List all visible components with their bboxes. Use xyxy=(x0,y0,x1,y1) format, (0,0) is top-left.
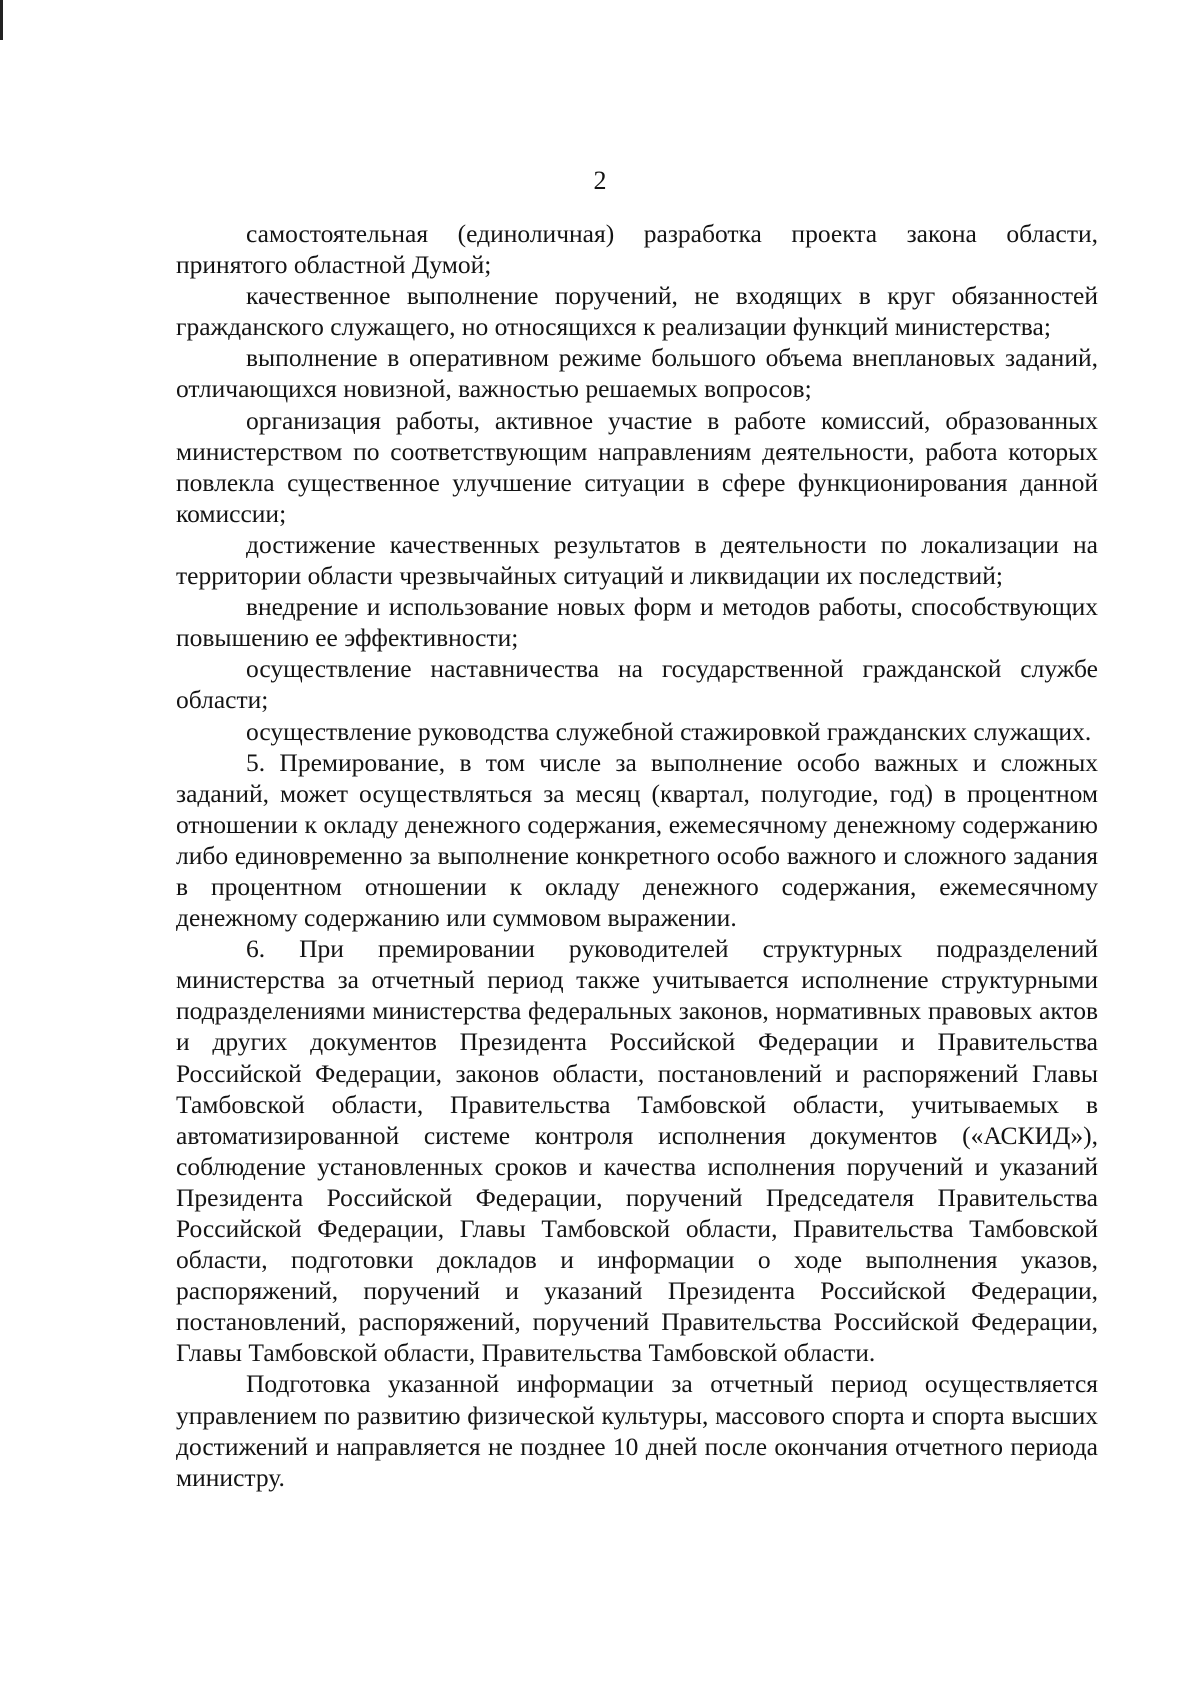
paragraph-information-preparation: Подготовка указанной информации за отчетный период осуществляется управлением по развитию физической культуры, массового спорта и спорта высших достижений и направляется не позднее 10 дней после окончания отчетного периода министру. xyxy=(176,1369,1098,1492)
paragraph-emergency-results: достижение качественных результатов в деятельности по локализации на территории области чрезвычайных ситуаций и ликвидации их последствий; xyxy=(176,529,1098,591)
paragraph-mentorship: осуществление наставничества на государственной гражданской службе области; xyxy=(176,654,1098,715)
paragraph-item-6-heads-bonuses: 6. При премировании руководителей структурных подразделений министерства за отчетный период также учитывается исполнение структурными подразделениями министерства федеральных законов, нормативных правовых актов и других документов Президента Российской Федерации и Правительства Российской Федерации, законов области, постановлений и распоряжений Главы Тамбовской области, Правительства Тамбовской области, учитываемых в автоматизированной системе контроля исполнения документов («АСКИД»), соблюдение установленных сроков и качества исполнения поручений и указаний Президента Российской Федерации, поручений Председателя Правительства Российской Федерации, Главы Тамбовской области, Правительства Тамбовской области, подготовки докладов и информации о ходе выполнения указов, распоряжений, поручений и указаний Президента Российской Федерации, постановлений, распоряжений, поручений Правительства Российской Федерации, Главы Тамбовской области, Правительства Тамбовской области. xyxy=(176,934,1098,1368)
paragraph-new-methods: внедрение и использование новых форм и методов работы, способствующих повышению ее эффективности; xyxy=(176,592,1098,653)
paragraph-law-draft: самостоятельная (единоличная) разработка проекта закона области, принятого областной Думой; xyxy=(176,219,1098,280)
page-number: 2 xyxy=(593,166,607,195)
paragraph-unplanned-tasks: выполнение в оперативном режиме большого объема внеплановых заданий, отличающихся новизной, важностью решаемых вопросов; xyxy=(176,343,1098,404)
paragraph-commissions-work: организация работы, активное участие в работе комиссий, образованных министерством по соответствующим направлениям деятельности, работа которых повлекла существенное улучшение ситуации в сфере функционирования данной комиссии; xyxy=(176,405,1098,528)
paragraph-internship-supervision: осуществление руководства служебной стажировкой гражданских служащих. xyxy=(246,716,1092,746)
paragraph-item-5-bonuses: 5. Премирование, в том числе за выполнение особо важных и сложных заданий, может осуществляться за месяц (квартал, полугодие, год) в процентном отношении к окладу денежного содержания, ежемесячному денежному содержанию либо единовременно за выполнение конкретного особо важного и сложного задания в процентном отношении к окладу денежного содержания, ежемесячному денежному содержанию или суммовом выражении. xyxy=(176,747,1098,933)
document-body xyxy=(176,218,1098,1493)
paragraph-quality-instructions: качественное выполнение поручений, не входящих в круг обязанностей гражданского служащего, но относящихся к реализации функций министерства; xyxy=(176,281,1098,342)
scan-edge-mark xyxy=(0,0,3,40)
